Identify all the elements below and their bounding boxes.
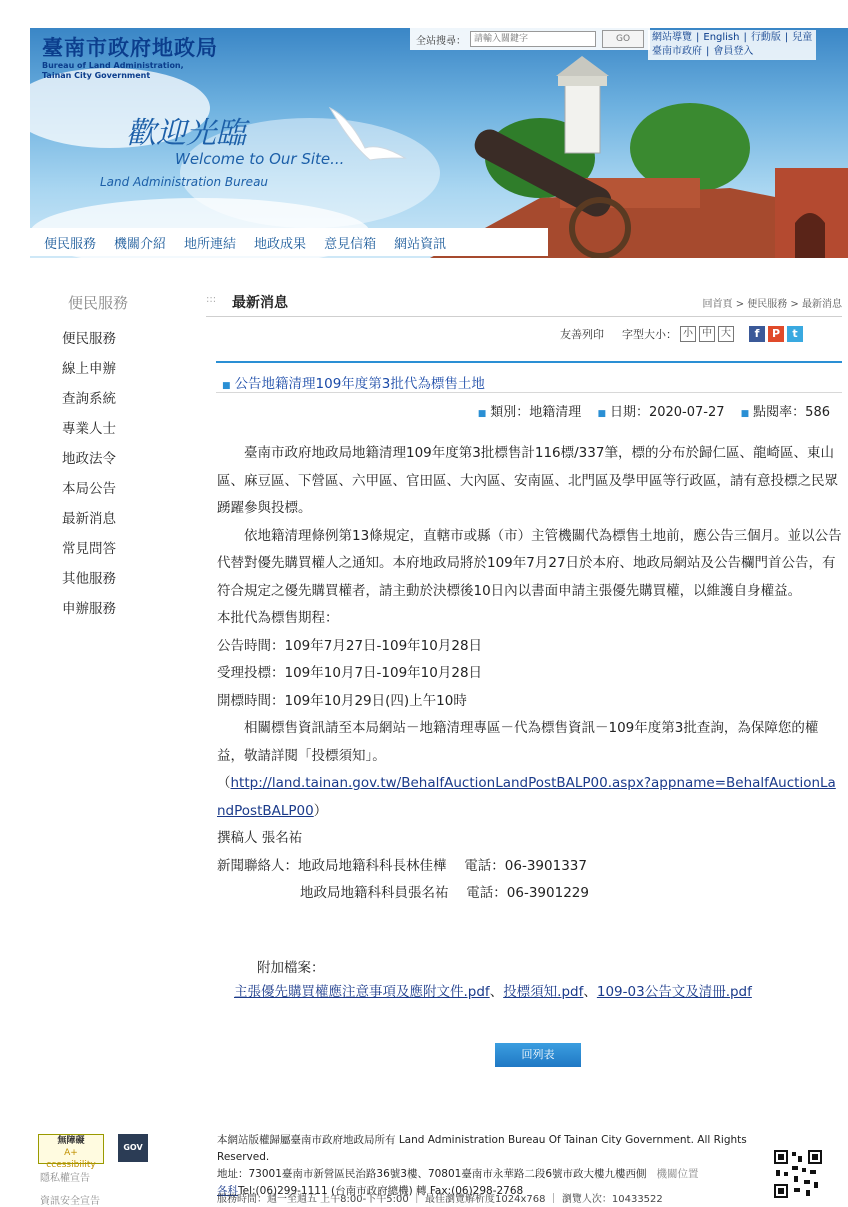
print-button[interactable]: 友善列印 [560,328,604,341]
news-category: 類別：地籍清理 [490,405,582,420]
schedule-announce: 公告時間：109年7月27日-109年10月28日 [217,637,483,654]
top-link-english[interactable]: English [703,32,740,43]
sidebar-heading: 便民服務 [68,294,129,312]
attachment-link[interactable]: 主張優先購買權應注意事項及應附文件.pdf [234,984,490,1000]
welcome-subtitle: Land Administration Bureau [100,175,269,189]
accessibility-badge[interactable] [38,1134,104,1170]
article-paragraph: 依地籍清理條例第13條規定，直轄市或縣（市）主管機關代為標售土地前，應公告三個月。並以公告代替對優先購買權人之通知。本府地政局將於109年7月27日於本府、地政局網站及公告欄門首公告，有符合規定之優先購買權者，請主動於決標後10日內以書面申請主張優先購買權，以維護自身權益。 [217,527,842,599]
privacy-link[interactable]: 隱私權宣告 [40,1173,90,1184]
auction-info-link[interactable]: http://land.tainan.gov.tw/BehalfAuctionLandPostBALP00.aspx?appname=BehalfAuctionLandPostBALP00 [217,775,836,819]
footer-copyright: 本網站版權歸屬臺南市政府地政局所有 Land Administration Bureau Of Tainan City Government. All Rights Reserved. [217,1134,747,1163]
top-link-kids[interactable]: 兒童 [792,32,813,43]
article-paragraph: 臺南市政府地政局地籍清理109年度第3批標售計116標/337筆，標的分布於歸仁區、龍崎區、東山區、麻豆區、下營區、六甲區、官田區、大內區、安南區、北門區及學甲區等行政區，請有意投標之民眾踴躍參與投標。 [217,445,838,516]
link-paragraph [217,770,842,825]
site-logo-title[interactable]: 臺南市政府地政局 [42,35,218,60]
site-logo-subtitle: Tainan City Government [42,71,151,80]
search-go-button[interactable]: GO [602,30,644,48]
article-author: 撰稿人 張名祐 [217,830,303,846]
security-link[interactable]: 資訊安全宣告 [40,1196,100,1207]
qr-code-icon [772,1148,824,1200]
attachment-separator: 、 [489,984,504,1000]
sidebar-item-faq[interactable]: 常見問答 [62,541,116,557]
accessibility-badge-sub: A+ ccessibility [46,1148,96,1170]
font-size-medium-button[interactable]: 中 [699,326,715,342]
attachment-separator: 、 [583,984,597,1000]
top-link-mobile[interactable]: 行動版 [750,32,781,43]
sidebar-item-other-services[interactable]: 其他服務 [62,571,116,587]
attachment-link[interactable]: 109-03公告文及清冊.pdf [596,984,752,1000]
sidebar-item-query-system[interactable]: 查詢系統 [62,391,116,407]
attachments [217,956,842,1004]
nav-item-offices[interactable]: 地所連結 [184,236,237,252]
attachments-label: 附加檔案： [257,960,325,976]
location-link[interactable]: 機關位置 [656,1168,699,1180]
nav-item-services[interactable]: 便民服務 [44,236,97,252]
sidebar-item-application-services[interactable]: 申辦服務 [62,601,116,617]
news-views: 點閱率：586 [753,405,830,420]
bullet-square-icon: ■ [597,409,606,419]
gov-logo-icon[interactable]: GOV [118,1134,148,1162]
sidebar-menu [62,327,116,627]
press-contact: 新聞聯絡人：地政局地籍科科長林佳樺 電話：06-3901337 [217,857,587,874]
search-label: 全站搜尋： [416,35,466,47]
page-title: 最新消息 [232,295,288,311]
twitter-share-icon[interactable]: t [787,326,803,342]
sidebar-item-announcements[interactable]: 本局公告 [62,481,116,497]
font-size-large-button[interactable]: 大 [718,326,734,342]
schedule-open: 開標時間：109年10月29日(四)上午10時 [217,692,467,709]
link-paren-open: （ [217,775,231,791]
back-to-list-button[interactable]: 回列表 [495,1043,581,1067]
site-logo-subtitle: Bureau of Land Administration, [42,61,184,70]
font-size-small-button[interactable]: 小 [680,326,696,342]
nav-item-results[interactable]: 地政成果 [254,236,307,252]
font-size-label: 字型大小： [622,328,677,341]
footer-phone: Tel:(06)299-1111 (台南市政府總機) 轉 Fax:(06)298-2768 [238,1185,524,1197]
top-link-city-gov[interactable]: 臺南市政府 [652,46,702,57]
news-title [222,372,485,392]
news-title-text: 公告地籍清理109年度第3批代為標售土地 [234,376,485,392]
title-divider [216,361,842,363]
link-paren-close: ） [313,802,328,819]
news-date: 日期：2020-07-27 [609,405,725,420]
sidebar-item-online-apply[interactable]: 線上申辦 [62,361,116,377]
accessibility-badge-label: 無障礙 [57,1136,85,1146]
schedule-bid: 受理投標：109年10月7日-109年10月28日 [217,665,483,681]
breadcrumb[interactable]: 回首頁 > 便民服務 > 最新消息 [702,299,842,310]
dots-icon: ::: [206,294,217,305]
schedule-heading: 本批代為標售期程： [217,610,339,626]
footer-address: 地址：73001臺南市新營區民治路36號3樓、70801臺南市永華路二段6號市政大樓九樓西側 [217,1168,647,1180]
welcome-heading: 歡迎光臨 [126,116,246,151]
welcome-english: Welcome to Our Site... [175,150,345,168]
news-meta [466,401,830,420]
press-contact: 地政局地籍科科員張名祐 電話：06-3901229 [300,885,589,901]
sidebar-item-professionals[interactable]: 專業人士 [62,421,116,437]
sidebar-item-services[interactable]: 便民服務 [62,331,116,347]
nav-item-about[interactable]: 機關介紹 [114,236,167,252]
tower-roof-shape [556,56,609,76]
fort-gate-shape [795,213,825,258]
nav-item-site-info[interactable]: 網站資訊 [394,236,447,252]
nav-item-feedback[interactable]: 意見信箱 [324,236,377,252]
bullet-square-icon: ■ [222,381,231,391]
main-nav [30,228,548,256]
title-divider [216,392,842,393]
header-banner [30,28,848,258]
tower-shape [565,83,600,153]
top-link-member-login[interactable]: 會員登入 [713,46,754,57]
top-links: 網站導覽 | English | 行動版 | 兒童 臺南市政府 | 會員登入 [648,30,816,60]
attachment-link[interactable]: 投標須知.pdf [503,984,584,1000]
sidebar-item-latest-news[interactable]: 最新消息 [62,511,116,527]
bullet-square-icon: ■ [477,409,487,419]
sidebar-item-regulations[interactable]: 地政法令 [62,451,116,467]
footer-more-info: 服務時間：週一至週五 上午8:00-下午5:00 ｜ 最佳瀏覽解析度1024x768 ｜ 瀏覽人次：10433522 [217,1194,663,1205]
page-tools [560,326,803,342]
tower-shape [558,76,607,86]
search-input[interactable] [470,31,596,47]
plurk-share-icon[interactable]: P [768,326,784,342]
bullet-square-icon: ■ [740,409,750,419]
site-search [410,28,650,50]
content-header [206,292,842,317]
article-paragraph: 相關標售資訊請至本局網站－地籍清理專區－代為標售資訊－109年度第3批查詢，為保障您的權益，敬請詳閱「投標須知」。 [217,720,819,764]
facebook-share-icon[interactable]: f [749,326,765,342]
article-body [217,440,842,908]
department-link[interactable]: 各科 [217,1185,238,1197]
top-link-sitemap[interactable]: 網站導覽 [652,32,692,43]
banner-illustration [310,48,848,258]
